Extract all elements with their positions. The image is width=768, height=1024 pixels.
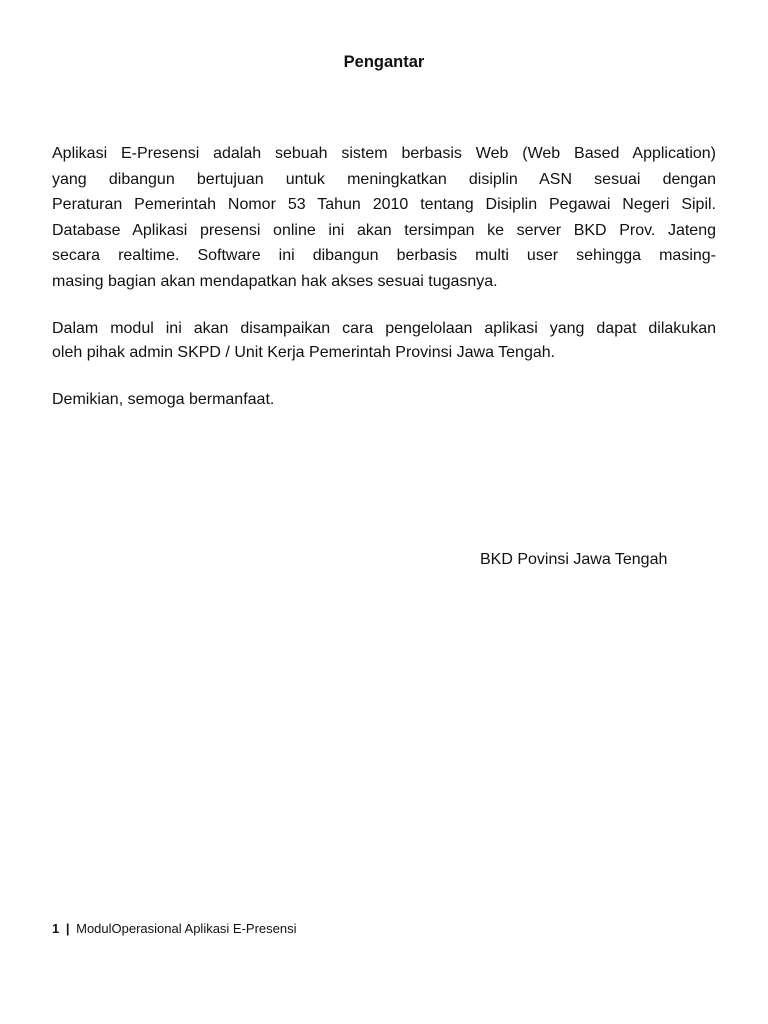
signature: BKD Povinsi Jawa Tengah (480, 551, 668, 568)
paragraph-line: secara realtime. Software ini dibangun berbasis multi user sehingga masing- (52, 247, 716, 264)
paragraph-line: Database Aplikasi presensi online ini akan tersimpan ke server BKD Prov. Jateng (52, 221, 716, 239)
paragraph-line: Aplikasi E-Presensi adalah sebuah sistem berbasis Web (Web Based Application) (52, 145, 716, 162)
page-title: Pengantar (343, 53, 425, 71)
paragraph-line: Peraturan Pemerintah Nomor 53 Tahun 2010 tentang Disiplin Pegawai Negeri Sipil. (52, 196, 716, 213)
page-footer (52, 919, 297, 939)
paragraph-line: masing bagian akan mendapatkan hak akses sesuai tugasnya. (52, 272, 498, 290)
paragraph-line: Dalam modul ini akan disampaikan cara pengelolaan aplikasi yang dapat dilakukan (52, 320, 716, 337)
paragraph-line: oleh pihak admin SKPD / Unit Kerja Pemerintah Provinsi Jawa Tengah. (52, 344, 556, 361)
module-paragraph (52, 317, 716, 365)
page-number: 1 (52, 921, 60, 936)
footer-doc-title: ModulOperasional Aplikasi E-Presensi (76, 921, 297, 936)
footer-separator: | (65, 921, 70, 936)
paragraph-line: yang dibangun bertujuan untuk meningkatkan disiplin ASN sesuai dengan (52, 170, 716, 188)
closing-paragraph: Demikian, semoga bermanfaat. (52, 391, 275, 408)
intro-paragraph (52, 141, 716, 294)
